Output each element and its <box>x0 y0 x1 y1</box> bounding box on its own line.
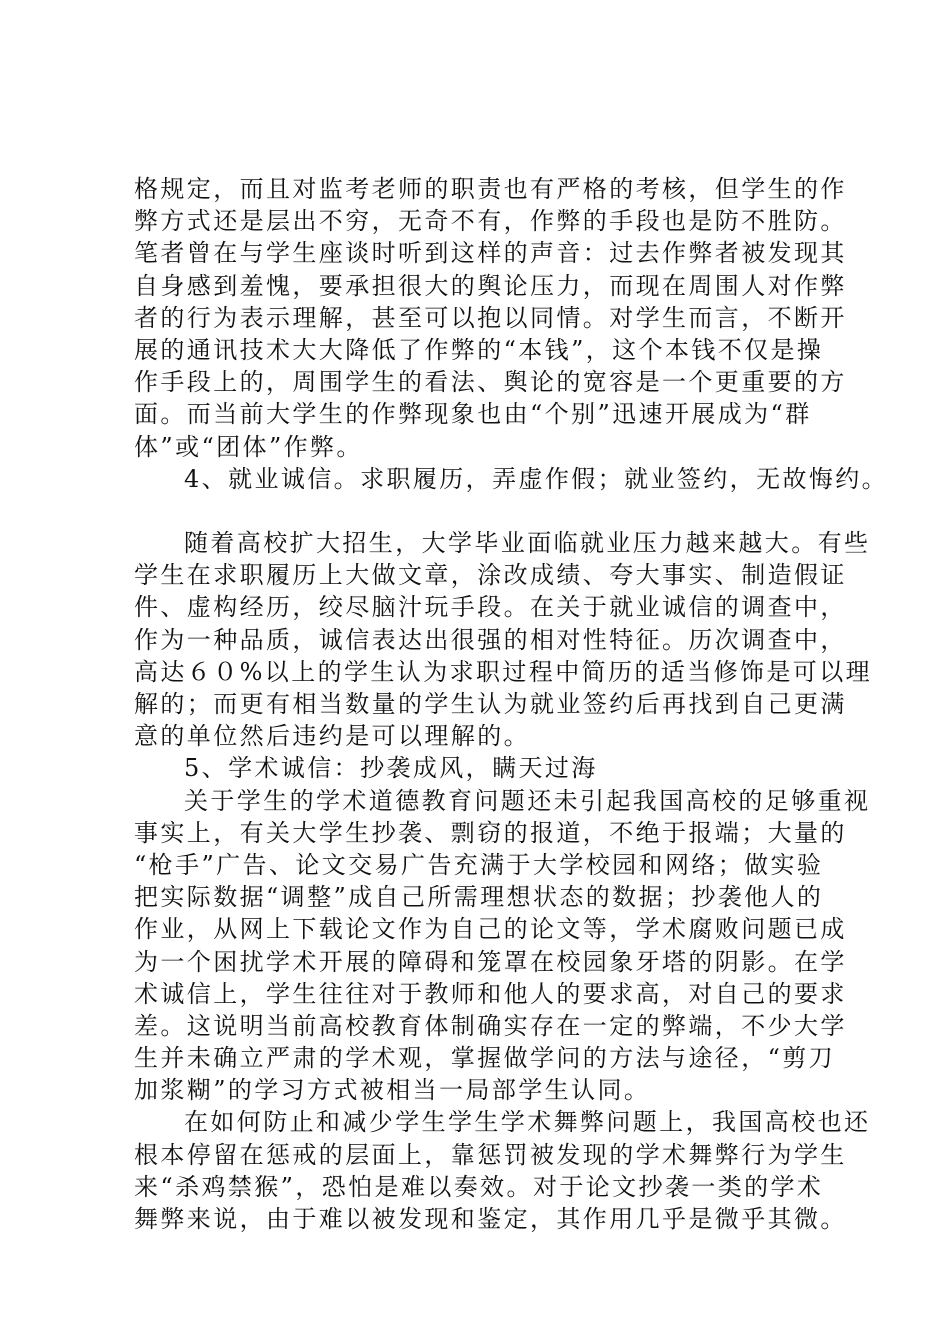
text-line: 根本停留在惩戒的层面上，靠惩罚被发现的学术舞弊行为学生 <box>134 1140 847 1169</box>
text-line: 作手段上的，周围学生的看法、舆论的宽容是一个更重要的方 <box>134 368 847 397</box>
text-line: 展的通讯技术大大降低了作弊的“本钱”，这个本钱不仅是操 <box>134 335 824 364</box>
text-line: 为一个困扰学术开展的障碍和笼罩在校园象牙塔的阴影。在学 <box>134 947 847 976</box>
text-line: 生并未确立严肃的学术观，掌握做学问的方法与途径，“剪刀 <box>134 1044 836 1073</box>
text-line: 随着高校扩大招生，大学毕业面临就业压力越来越大。有些 <box>184 529 871 558</box>
text-line: 笔者曾在与学生座谈时听到这样的声音：过去作弊者被发现其 <box>134 239 847 268</box>
section-heading-5: 5、学术诚信：抄袭成风，瞒天过海 <box>184 754 598 783</box>
text-line: 解的；而更有相当数量的学生认为就业签约后再找到自己更满 <box>134 690 847 718</box>
text-line: 体”或“团体”作弊。 <box>134 432 363 461</box>
text-line: 自身感到羞愧，要承担很大的舆论压力，而现在周围人对作弊 <box>134 271 847 300</box>
text-line: 面。而当前大学生的作弊现象也由“个别”迅速开展成为“群 <box>134 400 812 429</box>
document-body <box>134 173 889 1235</box>
text-line: 来“杀鸡禁猴”，恐怕是难以奏效。对于论文抄袭一类的学术 <box>134 1172 824 1201</box>
text-line: “枪手”广告、论文交易广告充满于大学校园和网络；做实验 <box>134 850 824 879</box>
text-line: 弊方式还是层出不穷，无奇不有，作弊的手段也是防不胜防。 <box>134 207 847 236</box>
text-line: 加浆糊”的学习方式被相当一局部学生认同。 <box>134 1076 651 1105</box>
text-line: 件、虚构经历，绞尽脑汁玩手段。在关于就业诚信的调查中， <box>134 593 847 622</box>
text-line: 把实际数据“调整”成自己所需理想状态的数据；抄袭他人的 <box>134 883 824 912</box>
text-line: 作为一种品质，诚信表达出很强的相对性特征。历次调查中， <box>134 625 847 654</box>
paragraph-gap <box>134 495 844 527</box>
text-line: 者的行为表示理解，甚至可以抱以同情。对学生而言，不断开 <box>134 303 847 332</box>
section-heading-4: 4、就业诚信。求职履历，弄虚作假；就业签约，无故悔约。 <box>184 464 889 493</box>
text-line: 舞弊来说，由于难以被发现和鉴定，其作用几乎是微乎其微。 <box>134 1205 847 1233</box>
text-line: 在如何防止和减少学生学生学术舞弊问题上，我国高校也还 <box>184 1108 871 1137</box>
text-line: 差。这说明当前高校教育体制确实存在一定的弊端，不少大学 <box>134 1011 847 1040</box>
text-line: 意的单位然后违约是可以理解的。 <box>134 722 530 751</box>
text-line: 学生在求职履历上大做文章，涂改成绩、夸大事实、制造假证 <box>134 561 847 590</box>
text-line: 作业，从网上下载论文作为自己的论文等，学术腐败问题已成 <box>134 915 847 944</box>
text-line: 事实上，有关大学生抄袭、剽窃的报道，不绝于报端；大量的 <box>134 818 847 847</box>
text-line: 格规定，而且对监考老师的职责也有严格的考核，但学生的作 <box>134 175 847 203</box>
text-line: 术诚信上，学生往往对于教师和他人的要求高，对自己的要求 <box>134 979 847 1008</box>
text-line: 高达６０%以上的学生认为求职过程中简历的适当修饰是可以理 <box>134 657 873 686</box>
text-line: 关于学生的学术道德教育问题还未引起我国高校的足够重视 <box>184 786 871 815</box>
